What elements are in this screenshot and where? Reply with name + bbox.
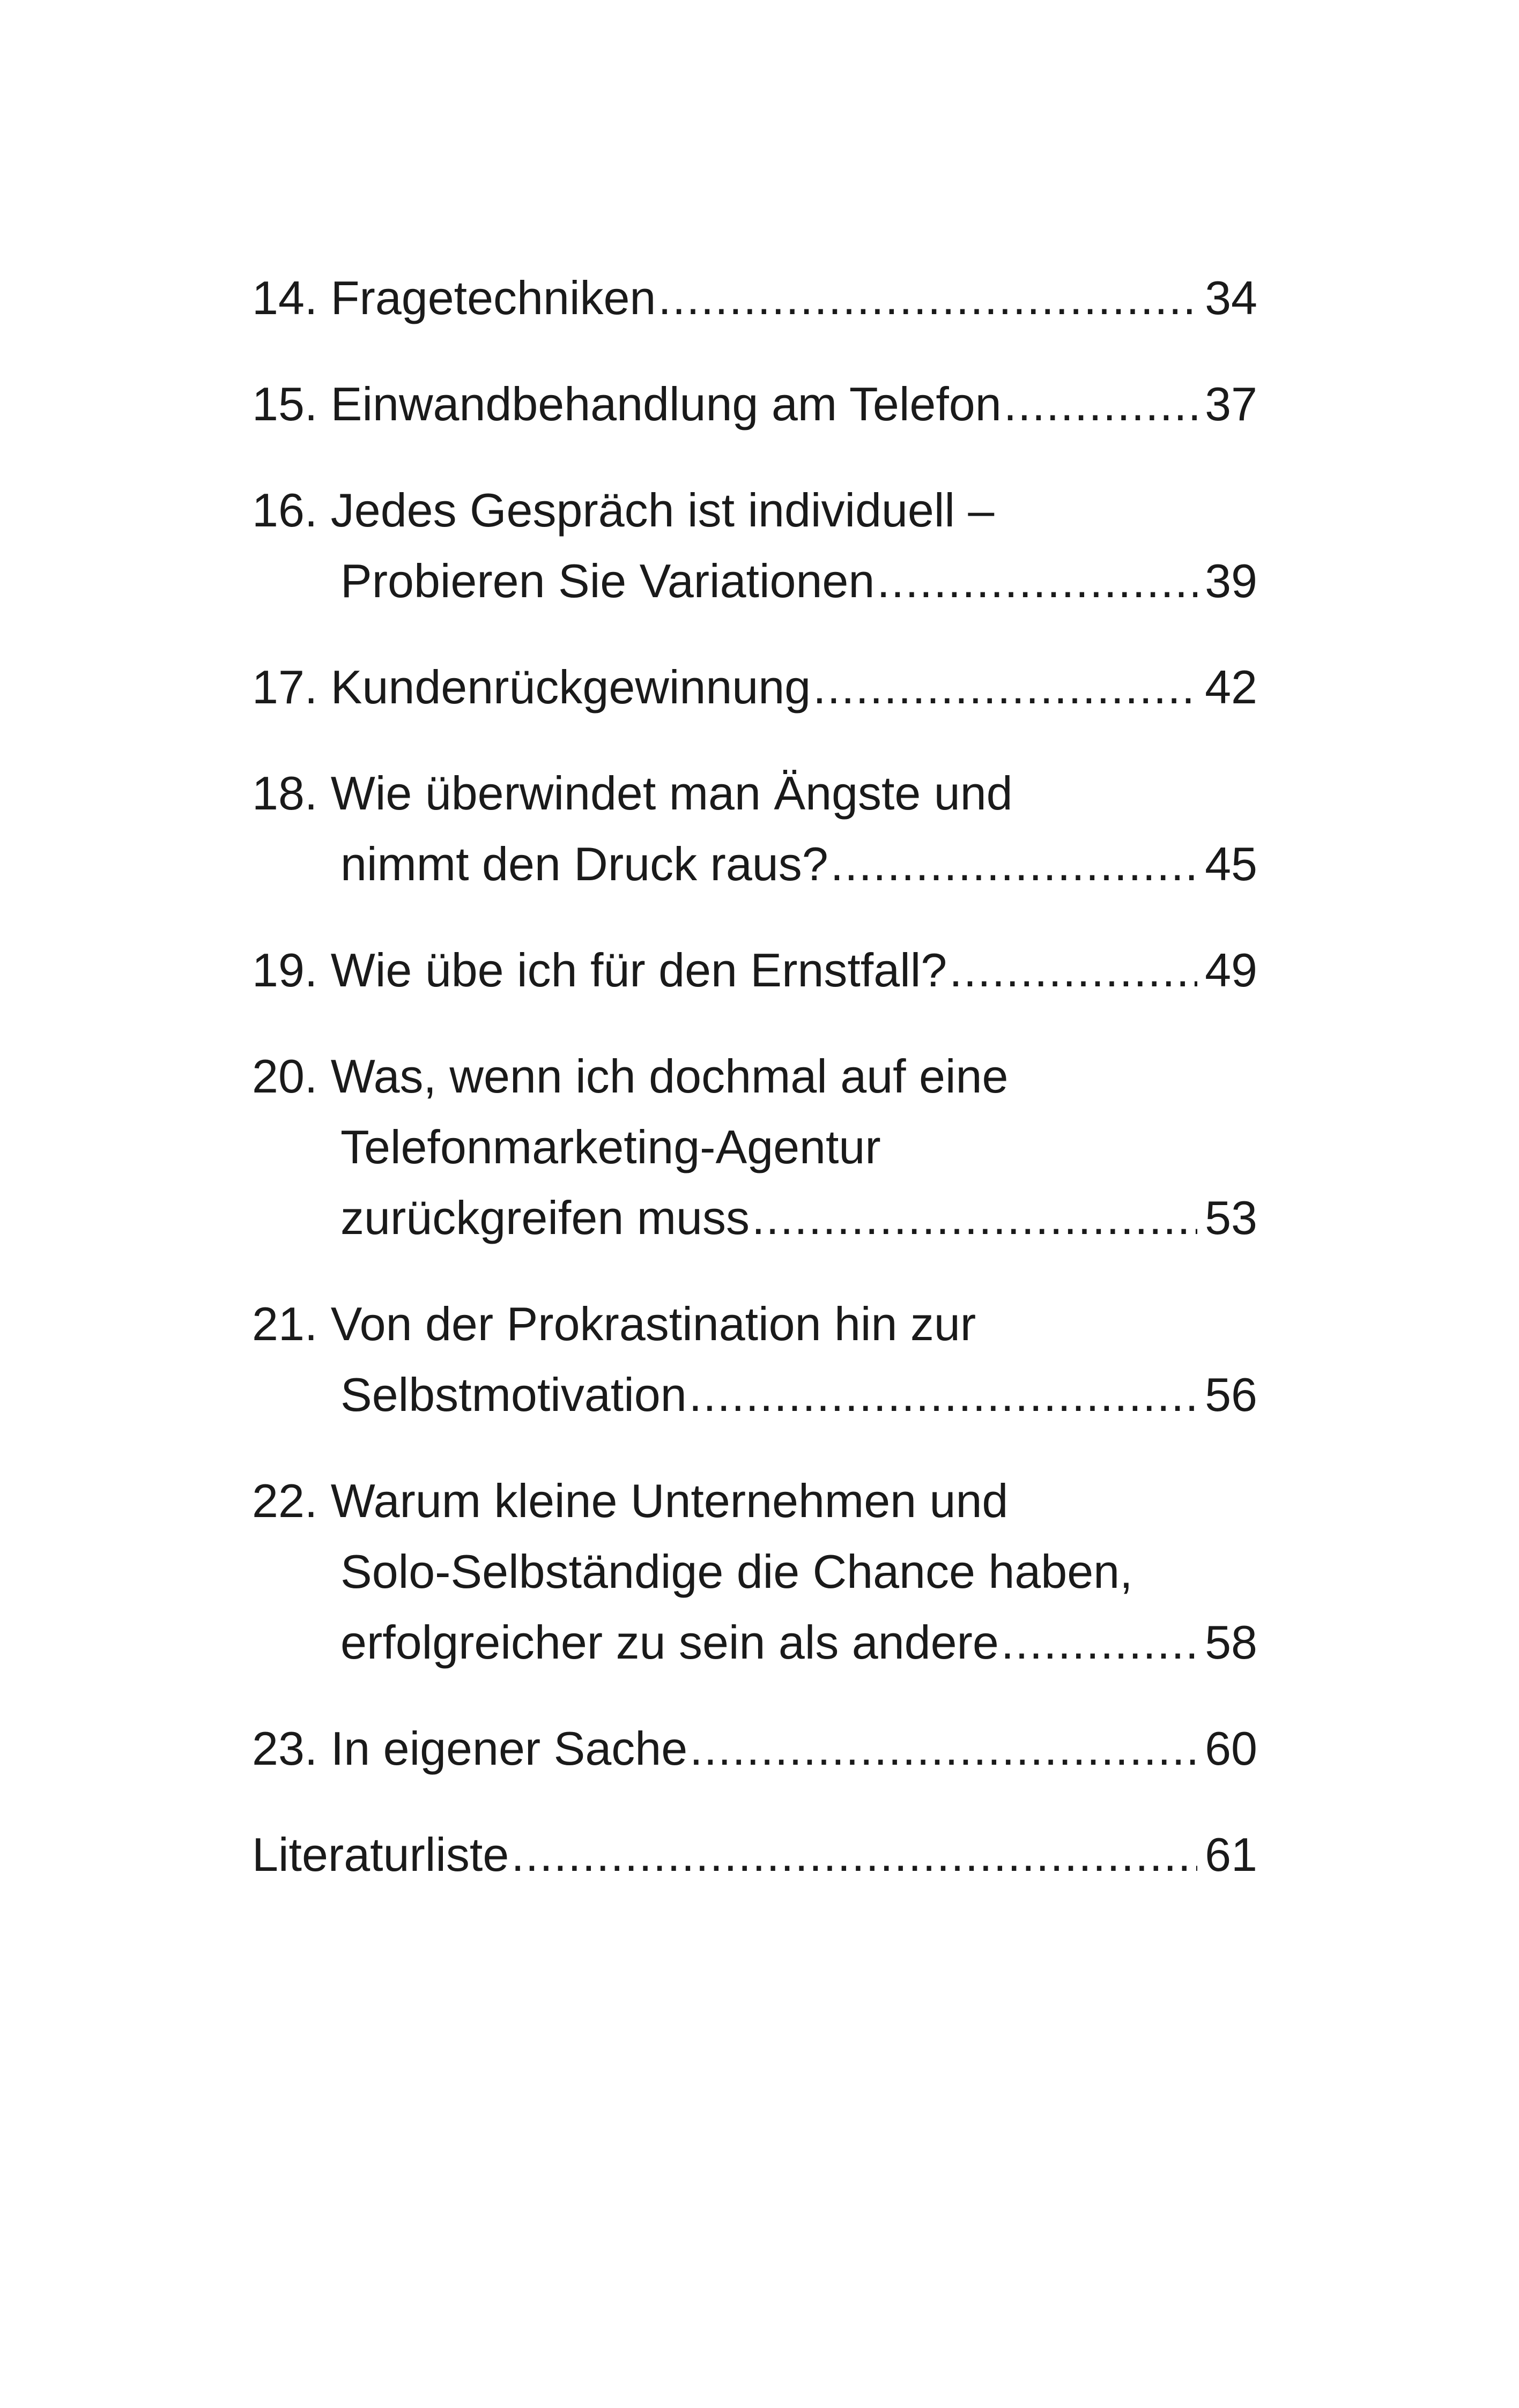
dot-leader xyxy=(658,263,1197,333)
toc-entry-title: 21. Von der Prokrastination hin zur xyxy=(252,1297,976,1350)
toc-entry-21[interactable] xyxy=(252,1289,1257,1430)
toc-entry-title: 18. Wie überwindet man Ängste und xyxy=(252,767,1013,820)
table-of-contents xyxy=(252,263,1257,1926)
toc-page-number: 56 xyxy=(1205,1368,1257,1421)
dot-leader xyxy=(511,1819,1197,1890)
toc-entry-19[interactable] xyxy=(252,935,1257,1006)
toc-entry-title-continued: Selbstmotivation xyxy=(340,1368,687,1421)
toc-page-number: 42 xyxy=(1205,660,1257,714)
toc-entry-15[interactable] xyxy=(252,369,1257,440)
toc-entry-20[interactable] xyxy=(252,1041,1257,1253)
toc-entry-title: 17. Kundenrückgewinnung xyxy=(252,660,811,714)
toc-page-number: 61 xyxy=(1205,1828,1257,1881)
toc-page-number: 34 xyxy=(1205,271,1257,324)
toc-page-number: 39 xyxy=(1205,554,1257,607)
toc-entry-title-continued: Telefonmarketing-Agentur xyxy=(340,1120,881,1173)
toc-entry-title: Literaturliste xyxy=(252,1828,509,1881)
toc-entry-14[interactable] xyxy=(252,263,1257,333)
toc-entry-22[interactable] xyxy=(252,1466,1257,1678)
dot-leader xyxy=(877,546,1197,616)
toc-entry-title-continued: erfolgreicher zu sein als andere xyxy=(340,1616,999,1669)
toc-entry-title-continued: zurückgreifen muss xyxy=(340,1191,750,1244)
toc-entry-title: 15. Einwandbehandlung am Telefon xyxy=(252,377,1002,430)
dot-leader xyxy=(690,1713,1197,1784)
toc-entry-16[interactable] xyxy=(252,475,1257,616)
toc-page-number: 37 xyxy=(1205,377,1257,430)
toc-entry-title: 16. Jedes Gespräch ist individuell – xyxy=(252,484,995,537)
dot-leader xyxy=(831,829,1197,900)
toc-page-number: 49 xyxy=(1205,943,1257,997)
toc-entry-title: 23. In eigener Sache xyxy=(252,1722,688,1775)
dot-leader xyxy=(689,1359,1197,1430)
dot-leader xyxy=(752,1183,1197,1253)
dot-leader xyxy=(1001,1607,1197,1678)
toc-entry-title: 22. Warum kleine Unternehmen und xyxy=(252,1474,1009,1527)
toc-entry-18[interactable] xyxy=(252,758,1257,900)
toc-page-number: 60 xyxy=(1205,1722,1257,1775)
toc-page-number: 58 xyxy=(1205,1616,1257,1669)
toc-entry-literaturliste[interactable] xyxy=(252,1819,1257,1890)
toc-page-number: 45 xyxy=(1205,837,1257,890)
dot-leader xyxy=(949,935,1197,1006)
dot-leader xyxy=(813,652,1197,723)
toc-entry-title-continued: nimmt den Druck raus? xyxy=(340,837,828,890)
toc-entry-23[interactable] xyxy=(252,1713,1257,1784)
toc-page-number: 53 xyxy=(1205,1191,1257,1244)
toc-entry-17[interactable] xyxy=(252,652,1257,723)
toc-entry-title: 20. Was, wenn ich dochmal auf eine xyxy=(252,1050,1009,1103)
toc-entry-title-continued: Probieren Sie Variationen xyxy=(340,554,875,607)
toc-entry-title-continued: Solo-Selbständige die Chance haben, xyxy=(340,1545,1133,1598)
dot-leader xyxy=(1004,369,1197,440)
toc-entry-title: 19. Wie übe ich für den Ernstfall? xyxy=(252,943,947,997)
toc-entry-title: 14. Fragetechniken xyxy=(252,271,656,324)
